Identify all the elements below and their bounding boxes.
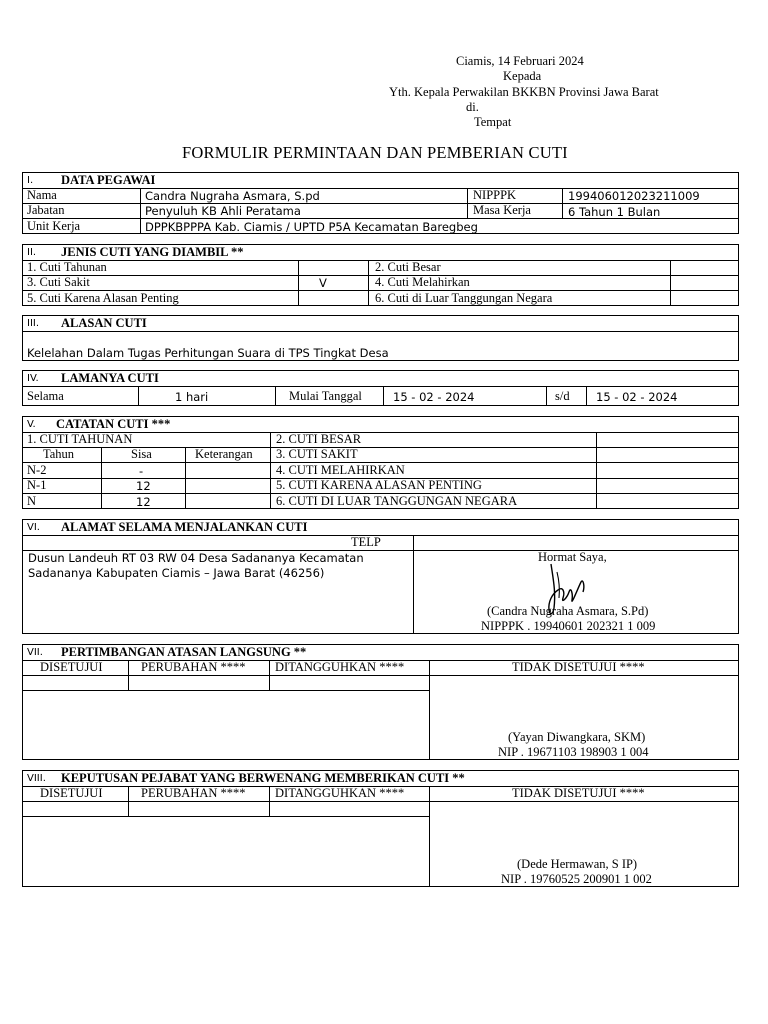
catatan-cuti-luar-tanggungan: 6. CUTI DI LUAR TANGGUNGAN NEGARA (276, 494, 518, 508)
section-number: VII. (27, 647, 43, 658)
catatan-cuti-sakit: 3. CUTI SAKIT (276, 447, 358, 461)
section-title: ALAMAT SELAMA MENJALANKAN CUTI (61, 520, 308, 534)
col-perubahan: PERUBAHAN **** (141, 786, 246, 800)
alamat-line-1: Dusun Landeuh RT 03 RW 04 Desa Sadananya Kecamatan (28, 551, 364, 565)
kepada-label: Kepada (503, 69, 542, 83)
table-row-sisa: 12 (136, 479, 151, 493)
cuti-sakit-checkmark: V (319, 276, 327, 290)
di-label: di. (466, 100, 479, 114)
table-row-tahun: N-2 (27, 463, 47, 477)
masa-kerja-value: 6 Tahun 1 Bulan (568, 205, 661, 219)
col-disetujui: DISETUJUI (40, 660, 103, 674)
sd-label: s/d (555, 389, 570, 403)
tempat-label: Tempat (474, 115, 512, 129)
col-ditangguhkan: DITANGGUHKAN **** (275, 660, 405, 674)
table-row-tahun: N (27, 494, 37, 508)
col-ditangguhkan: DITANGGUHKAN **** (275, 786, 405, 800)
col-perubahan: PERUBAHAN **** (141, 660, 246, 674)
cuti-tahunan-option: 1. Cuti Tahunan (27, 260, 107, 274)
section-number: I. (27, 175, 34, 186)
catatan-cuti-melahirkan: 4. CUTI MELAHIRKAN (276, 463, 405, 477)
catatan-cuti-besar: 2. CUTI BESAR (276, 432, 362, 446)
masa-kerja-label: Masa Kerja (473, 203, 531, 217)
selama-value: 1 hari (175, 390, 209, 404)
section-lamanya-cuti (22, 370, 739, 406)
section-number: IV. (27, 373, 39, 384)
mulai-tanggal-value: 15 - 02 - 2024 (393, 390, 475, 404)
cuti-melahirkan-option: 4. Cuti Melahirkan (375, 275, 470, 289)
alasan-value: Kelelahan Dalam Tugas Perhitungan Suara di TPS Tingkat Desa (27, 346, 389, 360)
section-number: VIII. (27, 773, 46, 784)
cuti-alasan-penting-option: 5. Cuti Karena Alasan Penting (27, 291, 179, 305)
recipient: Yth. Kepala Perwakilan BKKBN Provinsi Jawa Barat (389, 85, 659, 99)
pemohon-name: (Candra Nugraha Asmara, S.Pd) (487, 604, 649, 618)
section-title: ALASAN CUTI (61, 316, 147, 330)
unit-kerja-value: DPPKBPPPA Kab. Ciamis / UPTD P5A Kecamatan Baregbeg (145, 220, 478, 234)
nama-label: Nama (27, 188, 57, 202)
table-row-sisa: - (139, 464, 144, 478)
col-disetujui: DISETUJUI (40, 786, 103, 800)
catatan-cuti-alasan-penting: 5. CUTI KARENA ALASAN PENTING (276, 478, 482, 492)
place-date: Ciamis, 14 Februari 2024 (456, 54, 584, 68)
section-catatan-cuti (22, 416, 739, 509)
nama-value: Candra Nugraha Asmara, S.pd (145, 189, 320, 203)
section-title: DATA PEGAWAI (61, 173, 156, 187)
cuti-luar-tanggungan-option: 6. Cuti di Luar Tanggungan Negara (375, 291, 553, 305)
section-alamat-cuti (22, 519, 739, 634)
section-pertimbangan-atasan (22, 644, 739, 760)
col-tidak-disetujui: TIDAK DISETUJUI **** (512, 660, 645, 674)
section-title: KEPUTUSAN PEJABAT YANG BERWENANG MEMBERIKAN CUTI ** (61, 771, 465, 785)
pemohon-nip: NIPPPK . 19940601 202321 1 009 (481, 619, 656, 633)
pejabat-name: (Dede Hermawan, S IP) (517, 857, 638, 871)
nip-label: NIPPPK (473, 188, 517, 202)
alamat-line-2: Sadananya Kabupaten Ciamis – Jawa Barat (46256) (28, 566, 325, 580)
table-row-sisa: 12 (136, 495, 151, 509)
pejabat-nip: NIP . 19760525 200901 1 002 (501, 872, 652, 886)
section-data-pegawai (22, 172, 739, 234)
section-title: CATATAN CUTI *** (56, 417, 171, 431)
section-number: V. (27, 419, 36, 430)
jabatan-label: Jabatan (27, 203, 65, 217)
section-number: III. (27, 318, 40, 329)
section-title: LAMANYA CUTI (61, 371, 159, 385)
sampai-tanggal-value: 15 - 02 - 2024 (596, 390, 678, 404)
telp-label: TELP (351, 535, 381, 549)
cuti-tahunan-heading: 1. CUTI TAHUNAN (27, 432, 133, 446)
section-keputusan-pejabat (22, 770, 739, 887)
mulai-tanggal-label: Mulai Tanggal (289, 389, 362, 403)
col-sisa: Sisa (131, 447, 152, 461)
atasan-name: (Yayan Diwangkara, SKM) (508, 730, 646, 744)
col-keterangan: Keterangan (195, 447, 253, 461)
nip-value: 199406012023211009 (568, 189, 700, 203)
section-alasan-cuti (22, 315, 739, 361)
jabatan-value: Penyuluh KB Ahli Peratama (145, 204, 301, 218)
section-number: VI. (27, 522, 40, 533)
cuti-besar-option: 2. Cuti Besar (375, 260, 441, 274)
hormat-saya: Hormat Saya, (538, 550, 607, 564)
atasan-nip: NIP . 19671103 198903 1 004 (498, 745, 649, 759)
selama-label: Selama (27, 389, 64, 403)
form-title: FORMULIR PERMINTAAN DAN PEMBERIAN CUTI (182, 143, 568, 162)
col-tahun: Tahun (43, 447, 75, 461)
cuti-sakit-option: 3. Cuti Sakit (27, 275, 90, 289)
section-title: PERTIMBANGAN ATASAN LANGSUNG ** (61, 645, 307, 659)
section-title: JENIS CUTI YANG DIAMBIL ** (61, 245, 244, 259)
col-tidak-disetujui: TIDAK DISETUJUI **** (512, 786, 645, 800)
table-row-tahun: N-1 (27, 478, 47, 492)
unit-kerja-label: Unit Kerja (27, 219, 81, 233)
section-jenis-cuti (22, 244, 739, 306)
section-number: II. (27, 247, 37, 258)
